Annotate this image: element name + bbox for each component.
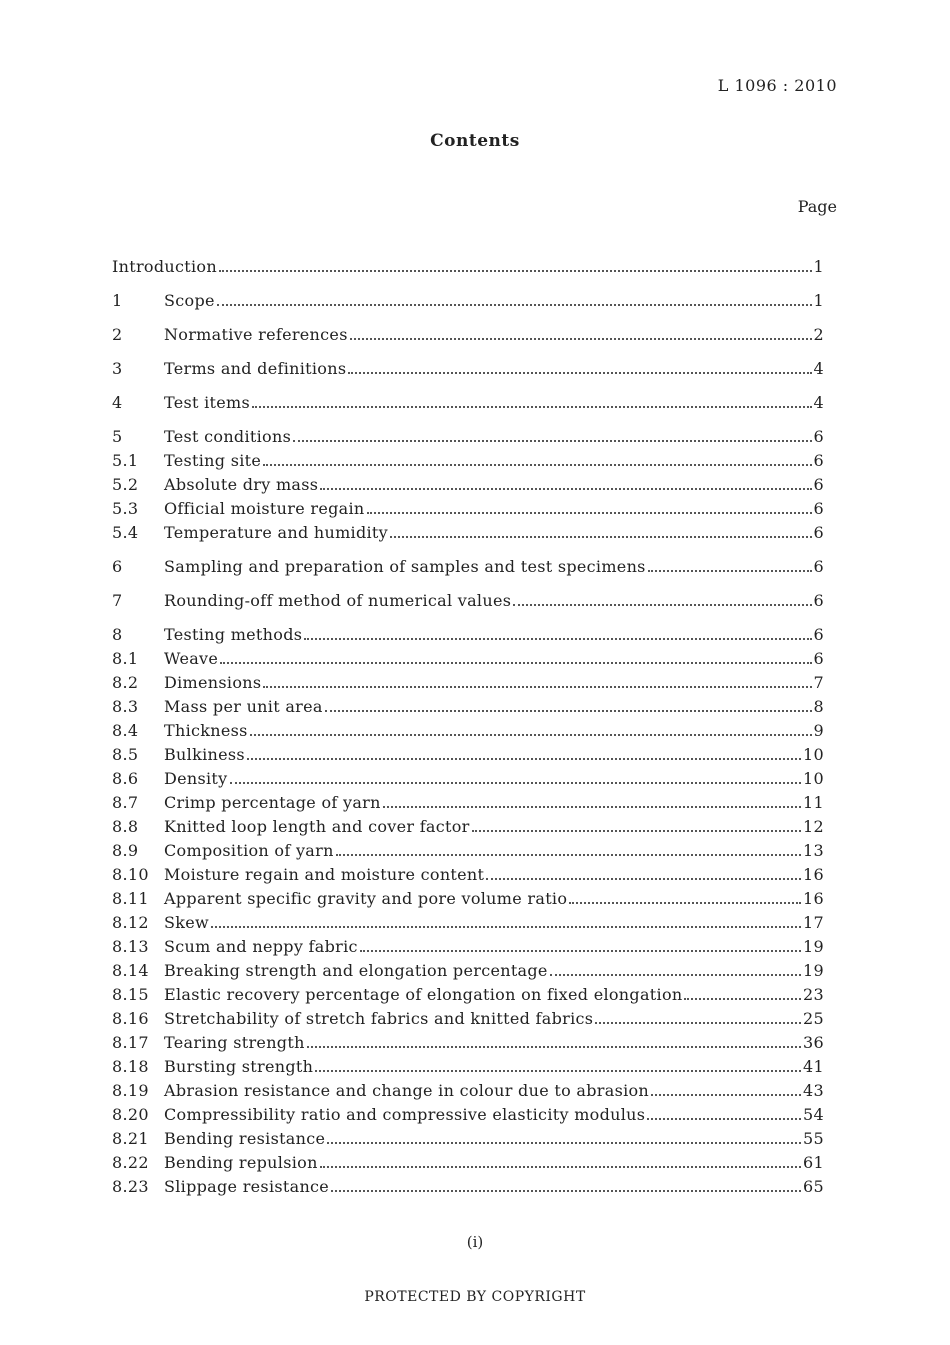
toc-entry-page: 6 <box>813 427 824 446</box>
toc-entry[interactable] <box>112 985 824 1009</box>
toc-entry[interactable] <box>112 427 824 451</box>
toc-entry[interactable] <box>112 745 824 769</box>
toc-entry-page: 19 <box>803 961 824 980</box>
toc-entry-title: Compressibility ratio and compressive elasticity modulus <box>164 1105 646 1124</box>
toc-entry-number: 8.18 <box>112 1057 149 1076</box>
toc-entry[interactable] <box>112 1033 824 1057</box>
toc-entry-number: 8.16 <box>112 1009 149 1028</box>
toc-entry[interactable] <box>112 913 824 937</box>
toc-entry-number: 5.4 <box>112 523 139 542</box>
toc-entry[interactable] <box>112 697 824 721</box>
toc-leader-dots <box>320 488 811 490</box>
toc-entry[interactable] <box>112 889 824 913</box>
toc-entry-page: 61 <box>803 1153 824 1172</box>
toc-entry-page: 12 <box>803 817 824 836</box>
toc-entry-title: Rounding-off method of numerical values <box>164 591 512 610</box>
toc-entry-title: Test items <box>164 393 251 412</box>
toc-entry-page: 10 <box>803 745 824 764</box>
toc-entry-number: 8.4 <box>112 721 139 740</box>
toc-entry-title: Skew <box>164 913 210 932</box>
toc-entry-number: 8.12 <box>112 913 149 932</box>
toc-entry[interactable] <box>112 649 824 673</box>
toc-entry-title: Sampling and preparation of samples and test specimens <box>164 557 646 576</box>
toc-entry-number: 4 <box>112 393 123 412</box>
toc-leader-dots <box>315 1070 801 1072</box>
toc-entry-number: 5.2 <box>112 475 139 494</box>
toc-leader-dots <box>390 536 812 538</box>
toc-entry[interactable] <box>112 721 824 745</box>
toc-entry-page: 11 <box>803 793 824 812</box>
page-column-label: Page <box>797 197 837 216</box>
toc-entry-title: Crimp percentage of yarn <box>164 793 381 812</box>
toc-entry-number: 8.17 <box>112 1033 149 1052</box>
toc-entry[interactable] <box>112 673 824 697</box>
toc-entry-title: Breaking strength and elongation percentage <box>164 961 548 980</box>
copyright-notice: PROTECTED BY COPYRIGHT <box>364 1289 586 1305</box>
toc-entry-number: 8.5 <box>112 745 139 764</box>
toc-entry[interactable] <box>112 1057 824 1081</box>
toc-entry-title: Bursting strength <box>164 1057 314 1076</box>
toc-entry-number: 7 <box>112 591 123 610</box>
toc-entry-page: 1 <box>813 257 824 276</box>
toc-entry-page: 6 <box>813 523 824 542</box>
toc-entry-title: Composition of yarn <box>164 841 334 860</box>
toc-entry-title: Density <box>164 769 228 788</box>
toc-leader-dots <box>252 406 811 408</box>
toc-entry-number: 8.14 <box>112 961 149 980</box>
toc-entry-title: Abrasion resistance and change in colour due to abrasion <box>164 1081 650 1100</box>
toc-leader-dots <box>293 440 811 442</box>
toc-entry-number: 8.7 <box>112 793 139 812</box>
toc-entry[interactable] <box>112 475 824 499</box>
toc-entry-number: 8.22 <box>112 1153 149 1172</box>
toc-entry-number: 8.19 <box>112 1081 149 1100</box>
toc-entry-number: 8.10 <box>112 865 149 884</box>
toc-entry-page: 65 <box>803 1177 824 1196</box>
toc-leader-dots <box>348 372 811 374</box>
toc-entry-number: 5.1 <box>112 451 139 470</box>
toc-entry-page: 19 <box>803 937 824 956</box>
toc-leader-dots <box>360 950 801 952</box>
toc-entry-title: Bending resistance <box>164 1129 326 1148</box>
toc-entry-title: Knitted loop length and cover factor <box>164 817 470 836</box>
toc-entry-number: 5 <box>112 427 123 446</box>
toc-entry-number: 8.6 <box>112 769 139 788</box>
toc-leader-dots <box>304 638 811 640</box>
toc-leader-dots <box>647 1118 801 1120</box>
toc-entry-number: 1 <box>112 291 123 310</box>
toc-leader-dots <box>263 686 811 688</box>
toc-entry-number: 8.21 <box>112 1129 149 1148</box>
toc-entry-page: 54 <box>803 1105 824 1124</box>
toc-entry-page: 6 <box>813 649 824 668</box>
toc-entry-page: 55 <box>803 1129 824 1148</box>
toc-entry-page: 23 <box>803 985 824 1004</box>
toc-entry-title: Apparent specific gravity and pore volume ratio <box>164 889 568 908</box>
toc-entry-title: Normative references <box>164 325 348 344</box>
toc-entry-page: 2 <box>813 325 824 344</box>
toc-entry-page: 13 <box>803 841 824 860</box>
toc-entry-title: Testing site <box>164 451 262 470</box>
toc-leader-dots <box>327 1142 801 1144</box>
toc-entry[interactable] <box>112 841 824 865</box>
toc-entry-title: Testing methods <box>164 625 303 644</box>
toc-entry-page: 36 <box>803 1033 824 1052</box>
toc-entry[interactable] <box>112 1129 824 1153</box>
toc-leader-dots <box>367 512 812 514</box>
toc-entry[interactable] <box>112 557 824 581</box>
toc-entry-page: 25 <box>803 1009 824 1028</box>
toc-entry-title: Tearing strength <box>164 1033 305 1052</box>
toc-entry-page: 6 <box>813 451 824 470</box>
toc-entry-page: 16 <box>803 865 824 884</box>
toc-entry-page: 6 <box>813 475 824 494</box>
toc-entry-number: 8 <box>112 625 123 644</box>
toc-entry-number: 8.3 <box>112 697 139 716</box>
toc-leader-dots <box>320 1166 801 1168</box>
toc-entry-page: 41 <box>803 1057 824 1076</box>
toc-entry[interactable] <box>112 1081 824 1105</box>
toc-entry-title: Test conditions <box>164 427 292 446</box>
toc-entry[interactable] <box>112 937 824 961</box>
toc-leader-dots <box>219 270 812 272</box>
toc-entry-page: 9 <box>813 721 824 740</box>
toc-entry-number: 3 <box>112 359 123 378</box>
toc-entry[interactable] <box>112 961 824 985</box>
toc-entry-title: Mass per unit area <box>164 697 323 716</box>
toc-entry[interactable] <box>112 625 824 649</box>
toc-leader-dots <box>211 926 801 928</box>
toc-leader-dots <box>230 782 802 784</box>
toc-entry-title: Absolute dry mass <box>164 475 319 494</box>
toc-leader-dots <box>383 806 801 808</box>
toc-entry-number: 6 <box>112 557 123 576</box>
table-of-contents <box>112 257 824 1201</box>
toc-leader-dots <box>513 604 811 606</box>
toc-leader-dots <box>648 570 812 572</box>
toc-entry[interactable] <box>112 325 824 349</box>
toc-entry[interactable] <box>112 793 824 817</box>
toc-entry-page: 6 <box>813 499 824 518</box>
toc-entry-number: 8.1 <box>112 649 139 668</box>
toc-entry[interactable] <box>112 359 824 383</box>
toc-leader-dots <box>331 1190 801 1192</box>
toc-entry[interactable] <box>112 523 824 547</box>
toc-leader-dots <box>595 1022 801 1024</box>
toc-entry-title: Bending repulsion <box>164 1153 318 1172</box>
toc-entry[interactable] <box>112 499 824 523</box>
toc-entry-title: Weave <box>164 649 219 668</box>
toc-entry-page: 6 <box>813 557 824 576</box>
toc-entry-page: 4 <box>813 359 824 378</box>
toc-entry-page: 16 <box>803 889 824 908</box>
toc-leader-dots <box>325 710 812 712</box>
toc-leader-dots <box>217 304 812 306</box>
toc-entry-title: Scum and neppy fabric <box>164 937 358 956</box>
document-number: L 1096 : 2010 <box>717 76 837 95</box>
toc-leader-dots <box>651 1094 801 1096</box>
footer-page-number: (i) <box>466 1233 484 1251</box>
toc-entry[interactable] <box>112 1177 824 1201</box>
toc-entry[interactable] <box>112 1105 824 1129</box>
toc-entry-title: Moisture regain and moisture content <box>164 865 485 884</box>
page-title: Contents <box>430 131 520 151</box>
toc-leader-dots <box>486 878 801 880</box>
toc-leader-dots <box>247 758 801 760</box>
toc-entry[interactable] <box>112 257 824 281</box>
toc-entry-title: Official moisture regain <box>164 499 365 518</box>
toc-entry-number: 8.23 <box>112 1177 149 1196</box>
toc-entry-number: 8.15 <box>112 985 149 1004</box>
toc-entry-number: 8.20 <box>112 1105 149 1124</box>
toc-leader-dots <box>684 998 801 1000</box>
toc-entry-number: 8.2 <box>112 673 139 692</box>
toc-entry-title: Stretchability of stretch fabrics and knitted fabrics <box>164 1009 594 1028</box>
toc-entry-title: Slippage resistance <box>164 1177 330 1196</box>
toc-entry-page: 43 <box>803 1081 824 1100</box>
toc-entry-title: Scope <box>164 291 215 310</box>
toc-entry[interactable] <box>112 1153 824 1177</box>
toc-entry[interactable] <box>112 817 824 841</box>
toc-leader-dots <box>550 974 801 976</box>
toc-leader-dots <box>220 662 811 664</box>
toc-entry-page: 1 <box>813 291 824 310</box>
toc-entry[interactable] <box>112 769 824 793</box>
toc-entry-number: 8.13 <box>112 937 149 956</box>
toc-leader-dots <box>307 1046 801 1048</box>
toc-entry-title: Thickness <box>164 721 248 740</box>
toc-entry-page: 7 <box>813 673 824 692</box>
toc-leader-dots <box>569 902 801 904</box>
toc-entry-page: 17 <box>803 913 824 932</box>
toc-leader-dots <box>350 338 812 340</box>
toc-leader-dots <box>336 854 801 856</box>
toc-entry-number: 5.3 <box>112 499 139 518</box>
toc-entry-number: 2 <box>112 325 123 344</box>
toc-entry-number: 8.8 <box>112 817 139 836</box>
toc-entry-title: Dimensions <box>164 673 262 692</box>
toc-entry-page: 6 <box>813 625 824 644</box>
toc-entry-number: 8.11 <box>112 889 149 908</box>
toc-entry-title: Temperature and humidity <box>164 523 389 542</box>
toc-entry-number: 8.9 <box>112 841 139 860</box>
toc-entry[interactable] <box>112 1009 824 1033</box>
toc-entry[interactable] <box>112 591 824 615</box>
toc-entry-title: Bulkiness <box>164 745 245 764</box>
toc-leader-dots <box>250 734 812 736</box>
toc-entry[interactable] <box>112 865 824 889</box>
toc-entry[interactable] <box>112 393 824 417</box>
toc-entry-title: Introduction <box>112 257 217 276</box>
toc-entry-title: Elastic recovery percentage of elongation on fixed elongation <box>164 985 683 1004</box>
toc-leader-dots <box>263 464 811 466</box>
toc-entry-page: 8 <box>813 697 824 716</box>
toc-entry[interactable] <box>112 451 824 475</box>
toc-entry-page: 6 <box>813 591 824 610</box>
toc-entry-page: 4 <box>813 393 824 412</box>
toc-entry-page: 10 <box>803 769 824 788</box>
toc-entry-title: Terms and definitions <box>164 359 347 378</box>
toc-leader-dots <box>472 830 801 832</box>
toc-entry[interactable] <box>112 291 824 315</box>
